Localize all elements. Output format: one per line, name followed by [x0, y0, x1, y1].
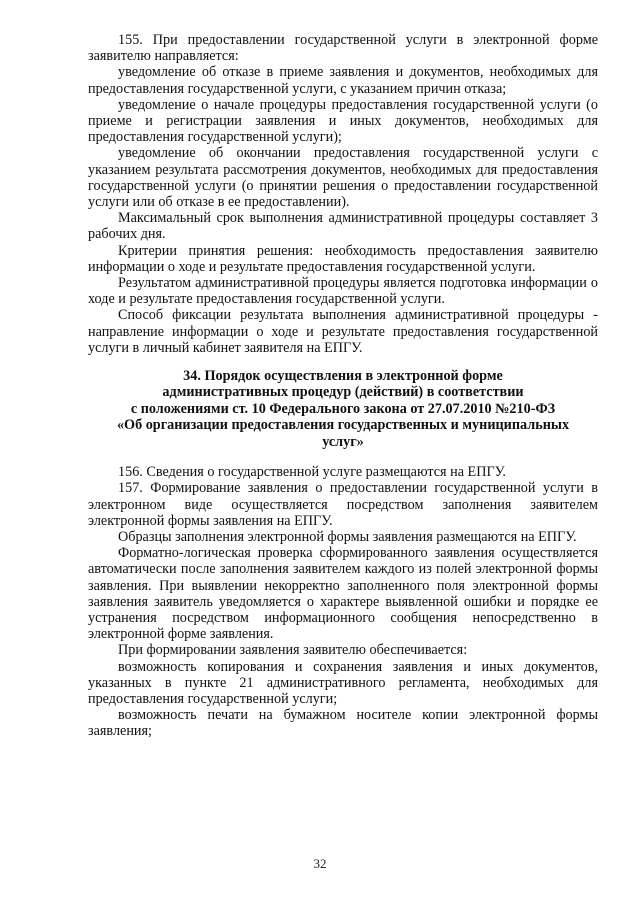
- paragraph-155-item-1: уведомление об отказе в приеме заявления и документов, необходимых для предоставления государственной услуги, с указанием причин отказа;: [88, 64, 598, 97]
- paragraph-157-intro: 157. Формирование заявления о предоставлении государственной услуги в электронном виде осуществляется посредством заполнения заявителем электронной формы заявления на ЕПГУ.: [88, 480, 598, 529]
- paragraph-155-item-3: уведомление об окончании предоставления государственной услуги с указанием результата рассмотрения документов, необходимых для предоставления государственной услуги (о принятии решения о предоставлении государственной услуги или об отказе в ее предоставлении).: [88, 145, 598, 211]
- paragraph-criteria: Критерии принятия решения: необходимость предоставления заявителю информации о ходе и результате предоставления государственной услуги.: [88, 242, 598, 275]
- heading-line: 34. Порядок осуществления в электронной форме: [183, 368, 503, 385]
- document-page: [88, 32, 598, 740]
- paragraph-157-item-1: возможность копирования и сохранения заявления и иных документов, указанных в пункте 21 административного регламента, необходимых для предоставления государственной услуги;: [88, 658, 598, 707]
- heading-line: с положениями ст. 10 Федерального закона от 27.07.2010 №210-ФЗ: [130, 400, 556, 417]
- paragraph-157-item-2: возможность печати на бумажном носителе копии электронной формы заявления;: [88, 707, 598, 740]
- paragraph-result: Результатом административной процедуры является подготовка информации о ходе и результате предоставления государственной услуги.: [88, 275, 598, 308]
- paragraph-157-provided: При формировании заявления заявителю обеспечивается:: [118, 642, 468, 659]
- paragraph-157-check: Форматно-логическая проверка сформированного заявления осуществляется автоматически после заполнения заявителем каждого из полей электронной формы заявления. При выявлении некорректно заполненного поля электронной формы заявления заявитель уведомляется о характере выявленной ошибки и порядке ее устранения посредством информационного сообщения непосредственно в электронной форме заявления.: [88, 545, 598, 643]
- paragraph-max-time: Максимальный срок выполнения административной процедуры составляет 3 рабочих дня.: [88, 210, 598, 243]
- paragraph-156: 156. Сведения о государственной услуге размещаются на ЕПГУ.: [118, 464, 506, 481]
- heading-line: «Об организации предоставления государственных и муниципальных: [116, 417, 570, 434]
- paragraph-155-intro: 155. При предоставлении государственной услуги в электронной форме заявителю направляется:: [88, 32, 598, 65]
- heading-line: услуг»: [322, 433, 364, 450]
- heading-line: административных процедур (действий) в соответствии: [162, 384, 524, 401]
- paragraph-157-samples: Образцы заполнения электронной формы заявления размещаются на ЕПГУ.: [118, 528, 577, 545]
- page-number: 32: [313, 856, 327, 871]
- section-heading-34: [88, 368, 598, 450]
- paragraph-fixation: Способ фиксации результата выполнения административной процедуры - направление информации о ходе и результате предоставления государственной услуги в личный кабинет заявителя на ЕПГУ.: [88, 307, 598, 356]
- paragraph-155-item-2: уведомление о начале процедуры предоставления государственной услуги (о приеме и регистрации заявления и иных документов, необходимых для предоставления государственной услуги);: [88, 96, 598, 146]
